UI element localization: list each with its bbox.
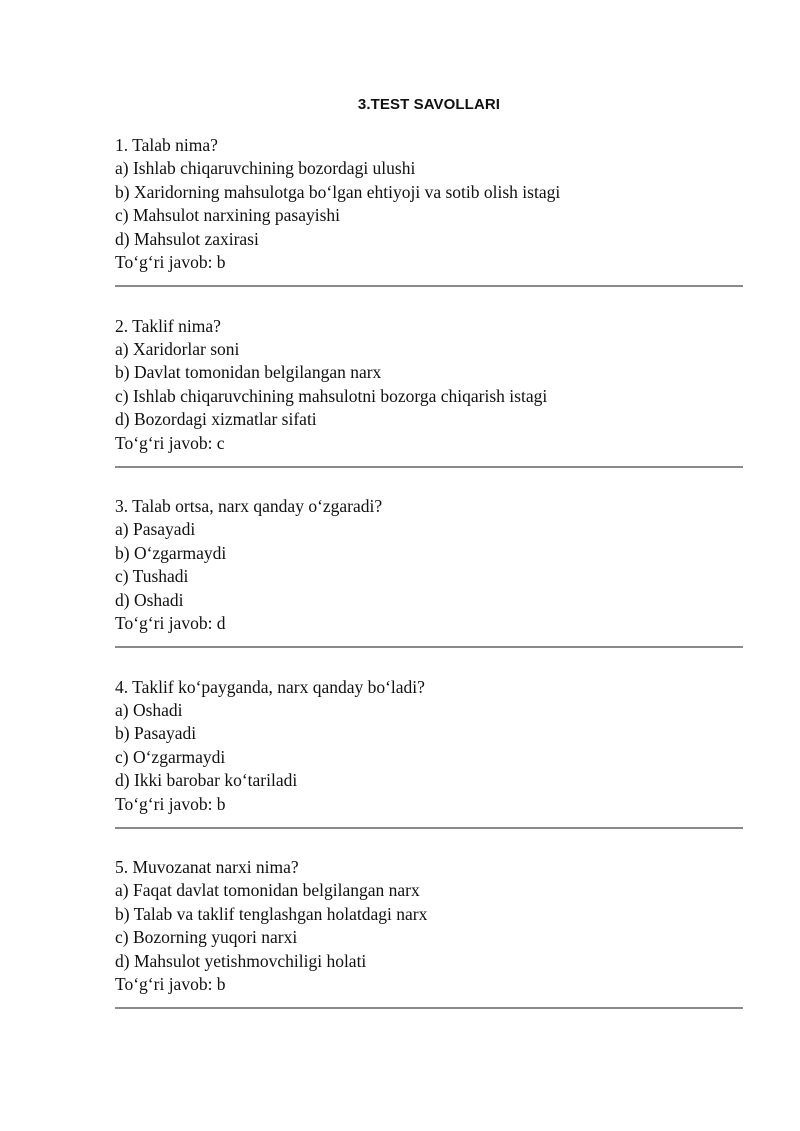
option-a: a) Faqat davlat tomonidan belgilangan narx <box>115 880 420 901</box>
question-list <box>115 134 743 1037</box>
correct-answer: To‘g‘ri javob: c <box>115 432 225 453</box>
correct-answer: To‘g‘ri javob: b <box>115 793 226 814</box>
option-b: b) O‘zgarmaydi <box>115 542 227 563</box>
option-a: a) Ishlab chiqaruvchining bozordagi ulushi <box>115 158 416 179</box>
option-a: a) Oshadi <box>115 699 183 720</box>
option-d: d) Mahsulot yetishmovchiligi holati <box>115 950 367 971</box>
option-c: c) Tushadi <box>115 566 189 587</box>
correct-answer: To‘g‘ri javob: d <box>115 613 226 634</box>
option-c: c) Mahsulot narxining pasayishi <box>115 205 341 226</box>
divider <box>115 285 743 287</box>
option-d: d) Bozordagi xizmatlar sifati <box>115 409 317 430</box>
question-block-5 <box>115 856 743 1037</box>
option-a: a) Xaridorlar soni <box>115 338 240 359</box>
option-b: b) Pasayadi <box>115 723 197 744</box>
question-block-3 <box>115 495 743 676</box>
question-text: 4. Taklif ko‘payganda, narx qanday bo‘ladi? <box>115 676 425 697</box>
question-text: 1. Talab nima? <box>115 135 218 155</box>
option-b: b) Talab va taklif tenglashgan holatdagi narx <box>115 903 428 924</box>
question-block-1 <box>115 134 743 315</box>
question-text: 2. Taklif nima? <box>115 315 221 336</box>
divider <box>115 466 743 468</box>
correct-answer: To‘g‘ri javob: b <box>115 252 226 273</box>
option-c: c) Ishlab chiqaruvchining mahsulotni bozorga chiqarish istagi <box>115 385 548 406</box>
question-text: 5. Muvozanat narxi nima? <box>115 857 299 877</box>
correct-answer: To‘g‘ri javob: b <box>115 974 226 995</box>
option-d: d) Mahsulot zaxirasi <box>115 228 259 249</box>
page-title: 3.TEST SAVOLLARI <box>357 96 501 113</box>
question-block-2 <box>115 315 743 496</box>
option-b: b) Davlat tomonidan belgilangan narx <box>115 362 382 383</box>
divider <box>115 1007 743 1009</box>
divider <box>115 646 743 648</box>
option-d: d) Oshadi <box>115 589 184 610</box>
option-c: c) Bozorning yuqori narxi <box>115 927 298 948</box>
question-text: 3. Talab ortsa, narx qanday o‘zgaradi? <box>115 496 383 516</box>
option-c: c) O‘zgarmaydi <box>115 746 226 767</box>
option-a: a) Pasayadi <box>115 519 196 540</box>
question-block-4 <box>115 676 743 857</box>
divider <box>115 827 743 829</box>
option-d: d) Ikki barobar ko‘tariladi <box>115 770 298 791</box>
option-b: b) Xaridorning mahsulotga bo‘lgan ehtiyoji va sotib olish istagi <box>115 181 561 202</box>
